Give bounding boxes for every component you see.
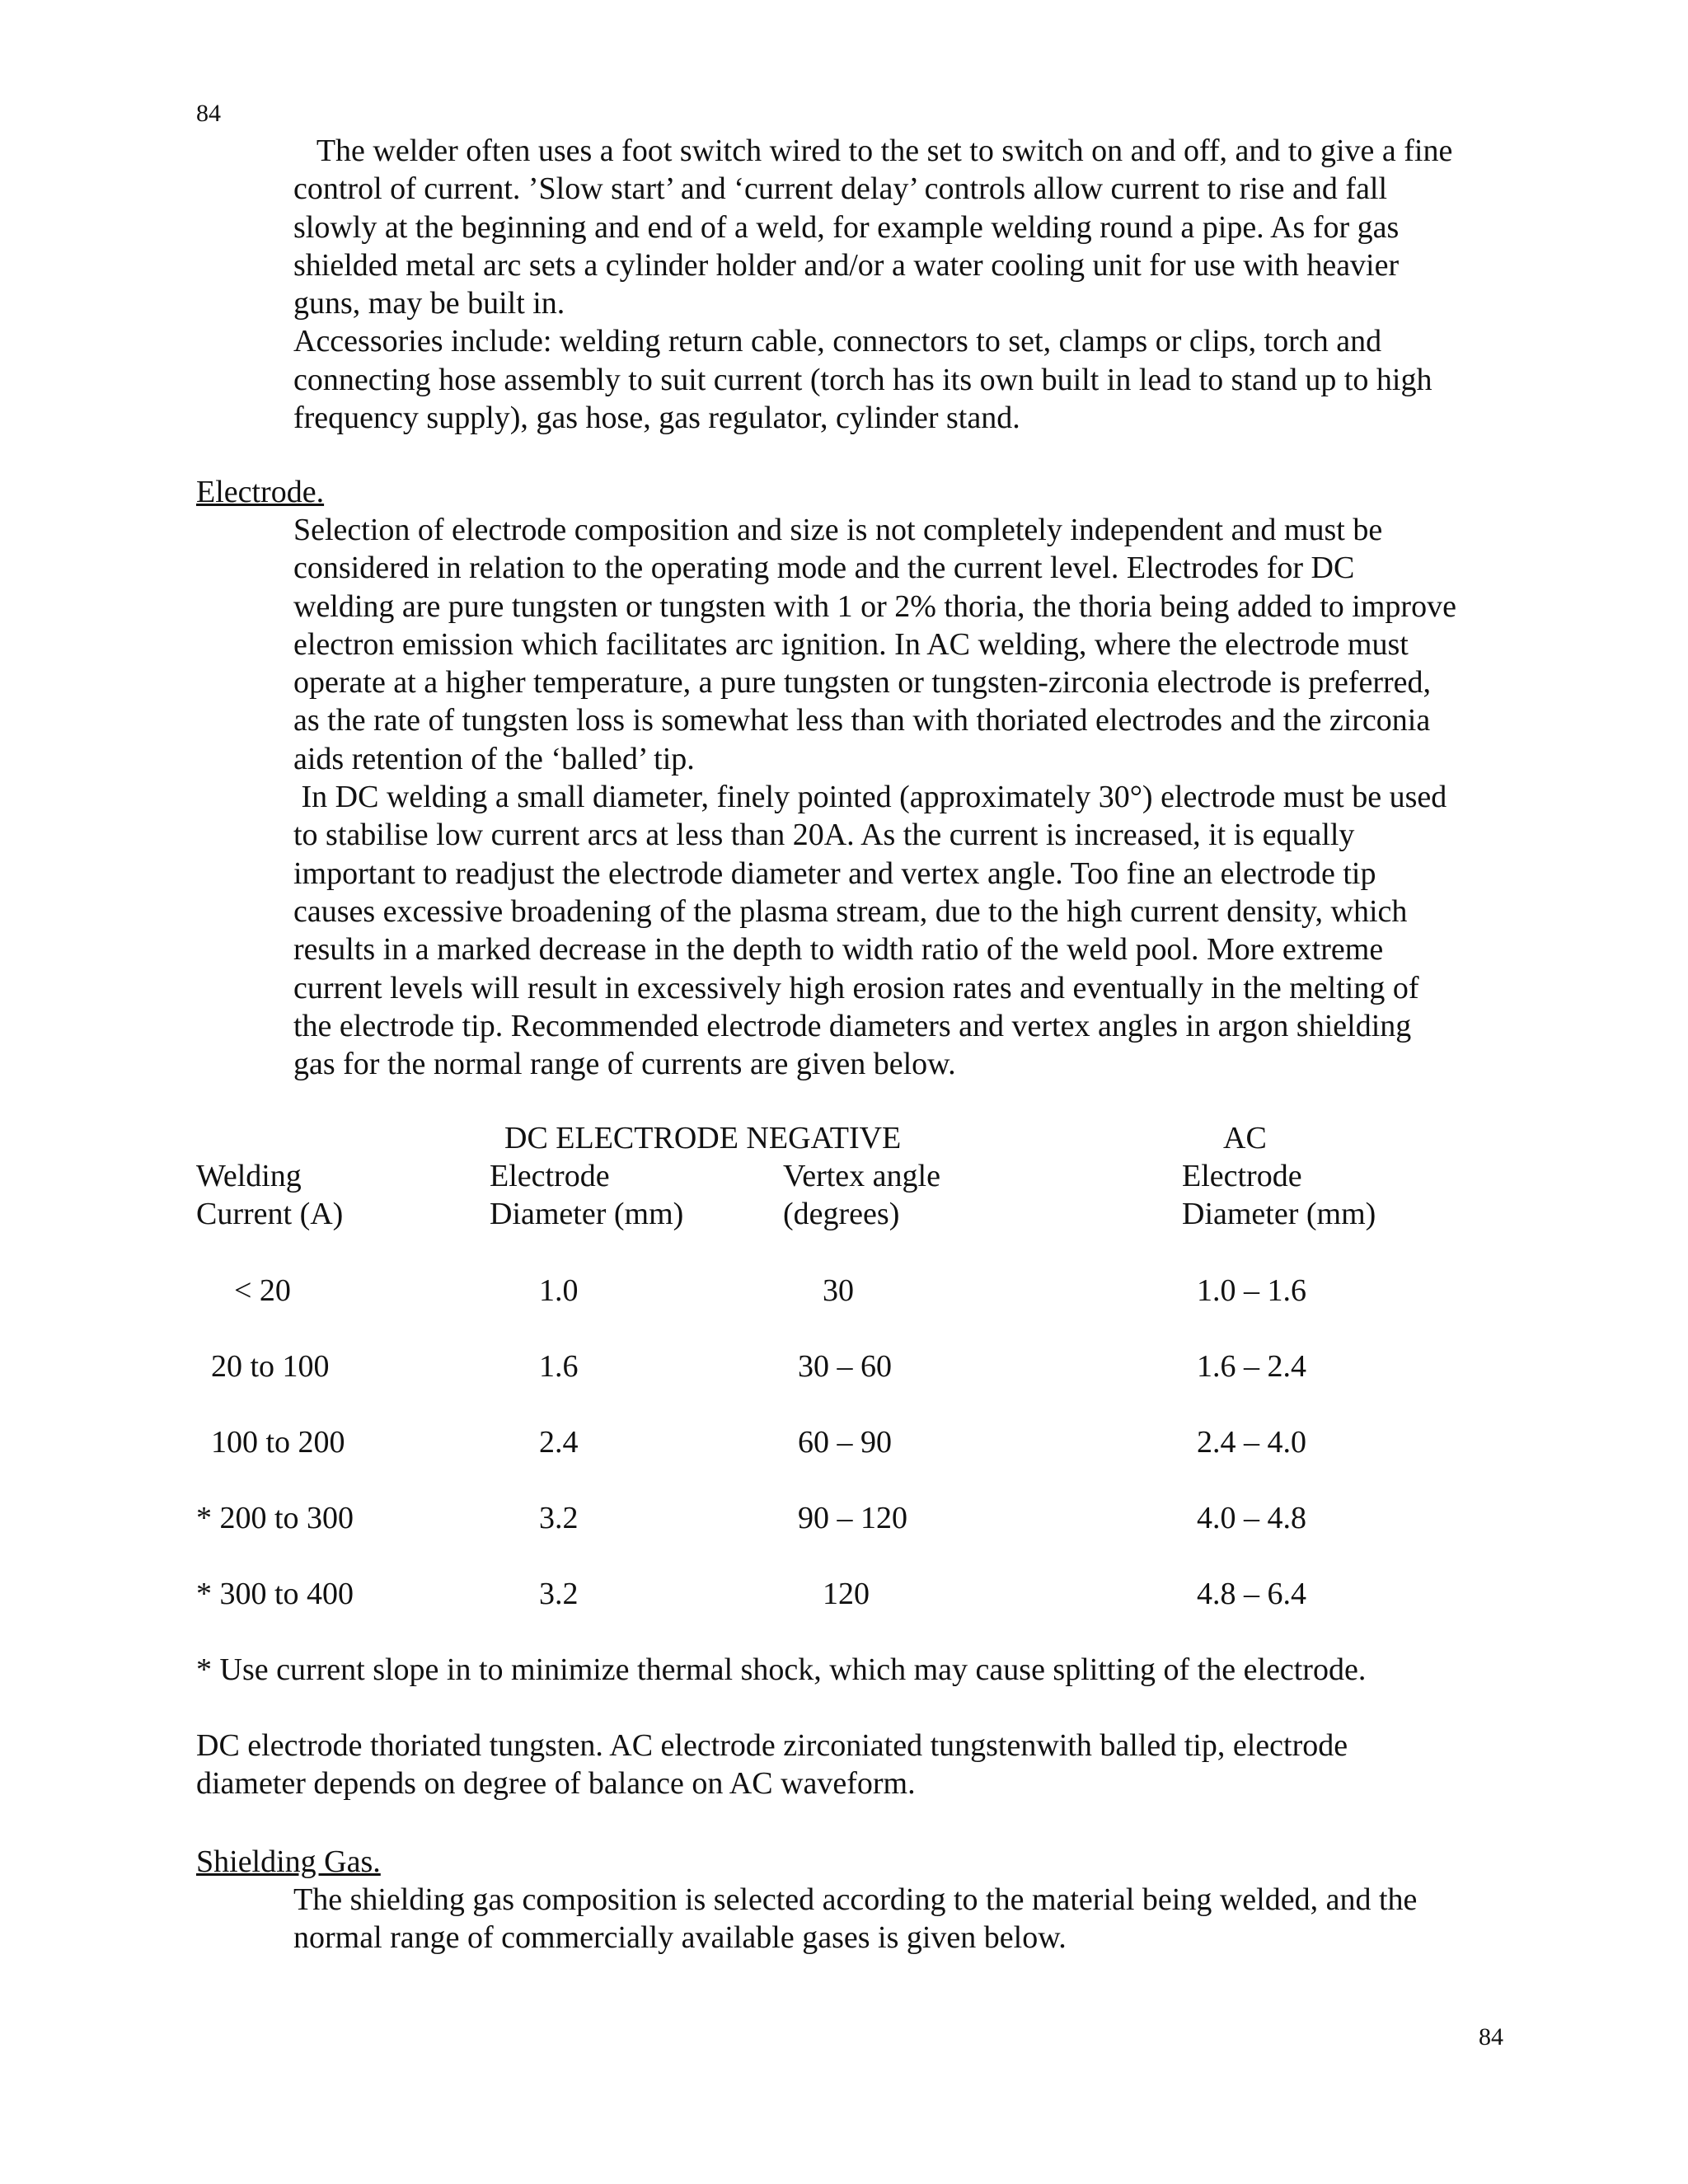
text-line: causes excessive broadening of the plasma stream, due to the high current density, which bbox=[293, 893, 1408, 929]
table-header-cell: Diameter (mm) bbox=[1182, 1197, 1376, 1231]
text-line: Selection of electrode composition and size is not completely independent and must be bbox=[293, 513, 1383, 547]
table-cell: 4.8 – 6.4 bbox=[1197, 1577, 1306, 1611]
table-cell: < 20 bbox=[234, 1273, 291, 1308]
text-line: frequency supply), gas hose, gas regulator, cylinder stand. bbox=[293, 401, 1020, 436]
text-line: In DC welding a small diameter, finely pointed (approximately 30°) electrode must be used bbox=[293, 780, 1447, 815]
text-line: operate at a higher temperature, a pure tungsten or tungsten-zirconia electrode is preferred, bbox=[293, 665, 1432, 701]
text-line: DC electrode thoriated tungsten. AC electrode zirconiated tungstenwith balled tip, electrode bbox=[196, 1728, 1348, 1763]
table-cell: 1.0 – 1.6 bbox=[1197, 1273, 1306, 1308]
page-number-bottom: 84 bbox=[1479, 2023, 1503, 2050]
table-cell: 120 bbox=[823, 1577, 870, 1611]
text-line: important to readjust the electrode diameter and vertex angle. Too fine an electrode tip bbox=[293, 855, 1376, 891]
electrode-paragraph bbox=[293, 511, 1530, 1083]
table-cell: 60 – 90 bbox=[798, 1425, 892, 1460]
table-cell: 1.0 bbox=[539, 1273, 579, 1308]
text-line: electron emission which facilitates arc ignition. In AC welding, where the electrode must bbox=[293, 626, 1409, 662]
text-line: control of current. ’Slow start’ and ‘current delay’ controls allow current to rise and fall bbox=[293, 171, 1388, 207]
table-cell: 2.4 bbox=[539, 1425, 579, 1460]
text-line: connecting hose assembly to suit current (torch has its own built in lead to stand up to high bbox=[293, 362, 1432, 397]
text-line: current levels will result in excessively high erosion rates and eventually in the melting of bbox=[293, 970, 1419, 1005]
table-header-cell: Vertex angle bbox=[783, 1159, 940, 1193]
table-footnote: * Use current slope in to minimize thermal shock, which may cause splitting of the electrode. bbox=[196, 1652, 1367, 1687]
dc-ac-note bbox=[196, 1727, 1348, 1803]
table-header-cell: Current (A) bbox=[196, 1197, 344, 1231]
table-header-cell: (degrees) bbox=[783, 1197, 900, 1231]
table-cell: 100 to 200 bbox=[211, 1425, 345, 1460]
table-cell: 3.2 bbox=[539, 1501, 579, 1535]
page-number-top: 84 bbox=[196, 100, 221, 127]
table-cell: 30 – 60 bbox=[798, 1349, 892, 1384]
text-line: considered in relation to the operating mode and the current level. Electrodes for DC bbox=[293, 551, 1355, 586]
text-line: to stabilise low current arcs at less than 20A. As the current is increased, it is equally bbox=[293, 818, 1355, 853]
table-cell: 20 to 100 bbox=[211, 1349, 330, 1384]
text-line: guns, may be built in. bbox=[293, 286, 565, 321]
table-group-header-dc: DC ELECTRODE NEGATIVE bbox=[504, 1121, 902, 1155]
table-cell: 1.6 bbox=[539, 1349, 579, 1384]
text-line: The welder often uses a foot switch wired to the set to switch on and off, and to give a fine bbox=[293, 134, 1453, 168]
text-line: Accessories include: welding return cable, connectors to set, clamps or clips, torch and bbox=[293, 324, 1382, 359]
table-cell: 3.2 bbox=[539, 1577, 579, 1611]
text-line: results in a marked decrease in the depth to width ratio of the weld pool. More extreme bbox=[293, 932, 1384, 968]
text-line: shielded metal arc sets a cylinder holder and/or a water cooling unit for use with heavier bbox=[293, 247, 1400, 283]
table-cell: 4.0 – 4.8 bbox=[1197, 1501, 1306, 1535]
shielding-gas-heading: Shielding Gas. bbox=[196, 1844, 381, 1879]
text-line: welding are pure tungsten or tungsten with 1 or 2% thoria, the thoria being added to improve bbox=[293, 588, 1456, 624]
intro-paragraph bbox=[293, 132, 1530, 437]
table-cell: * 300 to 400 bbox=[196, 1577, 354, 1611]
text-line: as the rate of tungsten loss is somewhat less than with thoriated electrodes and the zirconia bbox=[293, 703, 1431, 738]
table-cell: 90 – 120 bbox=[798, 1501, 907, 1535]
table-group-header-ac: AC bbox=[1223, 1121, 1267, 1155]
electrode-heading: Electrode. bbox=[196, 475, 325, 509]
table-cell: 30 bbox=[823, 1273, 854, 1308]
table-cell: * 200 to 300 bbox=[196, 1501, 354, 1535]
table-header-cell: Diameter (mm) bbox=[490, 1197, 684, 1231]
text-line: normal range of commercially available gases is given below. bbox=[293, 1920, 1067, 1956]
table-header-cell: Welding bbox=[196, 1159, 302, 1193]
table-cell: 1.6 – 2.4 bbox=[1197, 1349, 1306, 1384]
text-line: diameter depends on degree of balance on AC waveform. bbox=[196, 1766, 916, 1802]
table-cell: 2.4 – 4.0 bbox=[1197, 1425, 1306, 1460]
text-line: gas for the normal range of currents are given below. bbox=[293, 1047, 956, 1082]
table-header-cell: Electrode bbox=[1182, 1159, 1302, 1193]
text-line: the electrode tip. Recommended electrode diameters and vertex angles in argon shielding bbox=[293, 1008, 1412, 1043]
text-line: aids retention of the ‘balled’ tip. bbox=[293, 741, 695, 776]
text-line: slowly at the beginning and end of a weld, for example welding round a pipe. As for gas bbox=[293, 209, 1400, 245]
shielding-gas-paragraph bbox=[293, 1881, 1530, 1957]
table-header-cell: Electrode bbox=[490, 1159, 610, 1193]
text-line: The shielding gas composition is selected according to the material being welded, and the bbox=[293, 1882, 1418, 1917]
